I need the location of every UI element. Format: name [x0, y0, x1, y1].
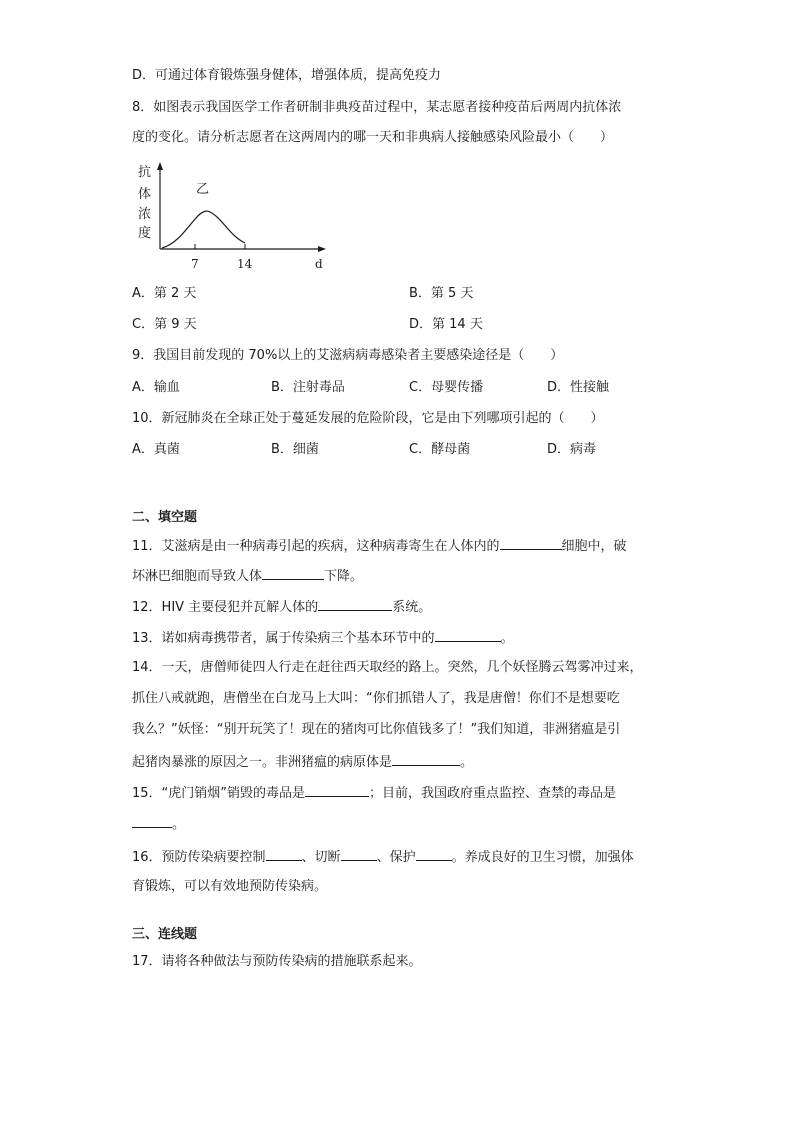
q9-option-a: A．输血 [132, 380, 180, 395]
q10-option-a: A．真菌 [132, 442, 180, 457]
q16-text: 、保护 [376, 850, 416, 865]
q13-text: 。 [500, 631, 514, 646]
section-title-matching: 三、连线题 [132, 927, 198, 942]
q14-line3: 我么？”妖怪：“别开玩笑了！现在的猪肉可比你值钱多了！”我们知道，非洲猪瘟是引 [132, 722, 621, 737]
q10-option-d: D．病毒 [547, 442, 597, 457]
graph-ylabel-char: 体 [138, 187, 152, 202]
q11-text: 坏淋巴细胞而导致人体 [132, 569, 263, 584]
q12-text: 12．HIV 主要侵犯并瓦解人体的 [132, 600, 319, 615]
antibody-concentration-graph [132, 160, 332, 272]
q13-text: 13．诺如病毒携带者，属于传染病三个基本环节中的 [132, 631, 435, 646]
q9-stem: 9．我国目前发现的 70%以上的艾滋病病毒感染者主要感染途径是（ ） [132, 348, 564, 363]
q8-option-b: B．第 5 天 [409, 286, 474, 301]
q14-text: 。 [460, 755, 474, 770]
q10-option-c: C．酵母菌 [409, 442, 471, 457]
q14-line1: 14．一天，唐僧师徒四人行走在赶往西天取经的路上。突然，几个妖怪腾云驾雾冲过来， [132, 660, 643, 675]
q10-stem: 10．新冠肺炎在全球正处于蔓延发展的危险阶段，它是由下列哪项引起的（ ） [132, 411, 604, 426]
q16-text: 、切断 [301, 850, 341, 865]
q14-line4 [132, 751, 473, 773]
q15-blank-1[interactable] [305, 782, 369, 797]
q13-blank[interactable] [435, 627, 501, 642]
q9-option-b: B．注射毒品 [271, 380, 345, 395]
q8-option-c: C．第 9 天 [132, 317, 197, 332]
q17-stem: 17．请将各种做法与预防传染病的措施联系起来。 [132, 954, 422, 969]
graph-ylabel-char: 度 [138, 226, 152, 241]
q15-blank-2[interactable] [132, 813, 172, 828]
q10-option-b: B．细菌 [271, 442, 319, 457]
q12-text: 系统。 [392, 600, 432, 615]
graph-xunit-label: d [315, 257, 323, 271]
q16-line2: 育锻炼，可以有效地预防传染病。 [132, 879, 328, 894]
graph-y-arrow [157, 162, 163, 170]
graph-x-arrow [318, 246, 326, 252]
q11-blank-1[interactable] [500, 535, 562, 550]
q16-blank-1[interactable] [266, 846, 302, 861]
q11-text: 细胞中，破 [561, 539, 627, 554]
q15-text: ；目前，我国政府重点监控、查禁的毒品是 [369, 786, 617, 801]
q8-stem-line2: 度的变化。请分析志愿者在这两周内的哪一天和非典病人接触感染风险最小（ ） [132, 130, 614, 145]
q15-line1 [132, 782, 616, 804]
q16-text: 。养成良好的卫生习惯，加强体 [451, 850, 634, 865]
q16-text: 16．预防传染病要控制 [132, 850, 266, 865]
q12-line [132, 596, 431, 618]
graph-ylabel-char: 抗 [138, 165, 152, 180]
q8-option-d: D．第 14 天 [409, 317, 483, 332]
graph-xtick-label: 14 [237, 257, 253, 271]
q11-line1 [132, 535, 627, 557]
q11-blank-2[interactable] [262, 565, 324, 580]
q13-line [132, 627, 514, 649]
q8-option-a: A．第 2 天 [132, 286, 197, 301]
graph-xtick-label: 7 [191, 257, 199, 271]
q9-option-d: D．性接触 [547, 380, 610, 395]
q14-text: 起猪肉暴涨的原因之一。非洲猪瘟的病原体是 [132, 755, 393, 770]
q14-blank[interactable] [392, 751, 460, 766]
graph-curve [162, 211, 245, 248]
q12-blank[interactable] [318, 596, 392, 611]
graph-ylabel-char: 浓 [138, 207, 152, 222]
q16-blank-2[interactable] [341, 846, 377, 861]
graph-peak-label: 乙 [196, 182, 210, 197]
q11-line2 [132, 565, 363, 587]
section-title-fill-in: 二、填空题 [132, 510, 198, 525]
q15-text: 15．“虎门销烟”销毁的毒品是 [132, 786, 306, 801]
q8-stem-line1: 8．如图表示我国医学工作者研制非典疫苗过程中，某志愿者接种疫苗后两周内抗体浓 [132, 100, 622, 115]
q9-option-c: C．母婴传播 [409, 380, 484, 395]
q15-line2 [132, 813, 185, 835]
q11-text: 下降。 [324, 569, 364, 584]
q15-text: 。 [172, 817, 186, 832]
q7-option-d: D．可通过体育锻炼强身健体，增强体质，提高免疫力 [132, 68, 442, 83]
q16-blank-3[interactable] [416, 846, 452, 861]
q16-line1 [132, 846, 634, 868]
q11-text: 11．艾滋病是由一种病毒引起的疾病，这种病毒寄生在人体内的 [132, 539, 500, 554]
q14-line2: 抓住八戒就跑，唐僧坐在白龙马上大叫：“你们抓错人了，我是唐僧！你们不是想要吃 [132, 691, 620, 706]
